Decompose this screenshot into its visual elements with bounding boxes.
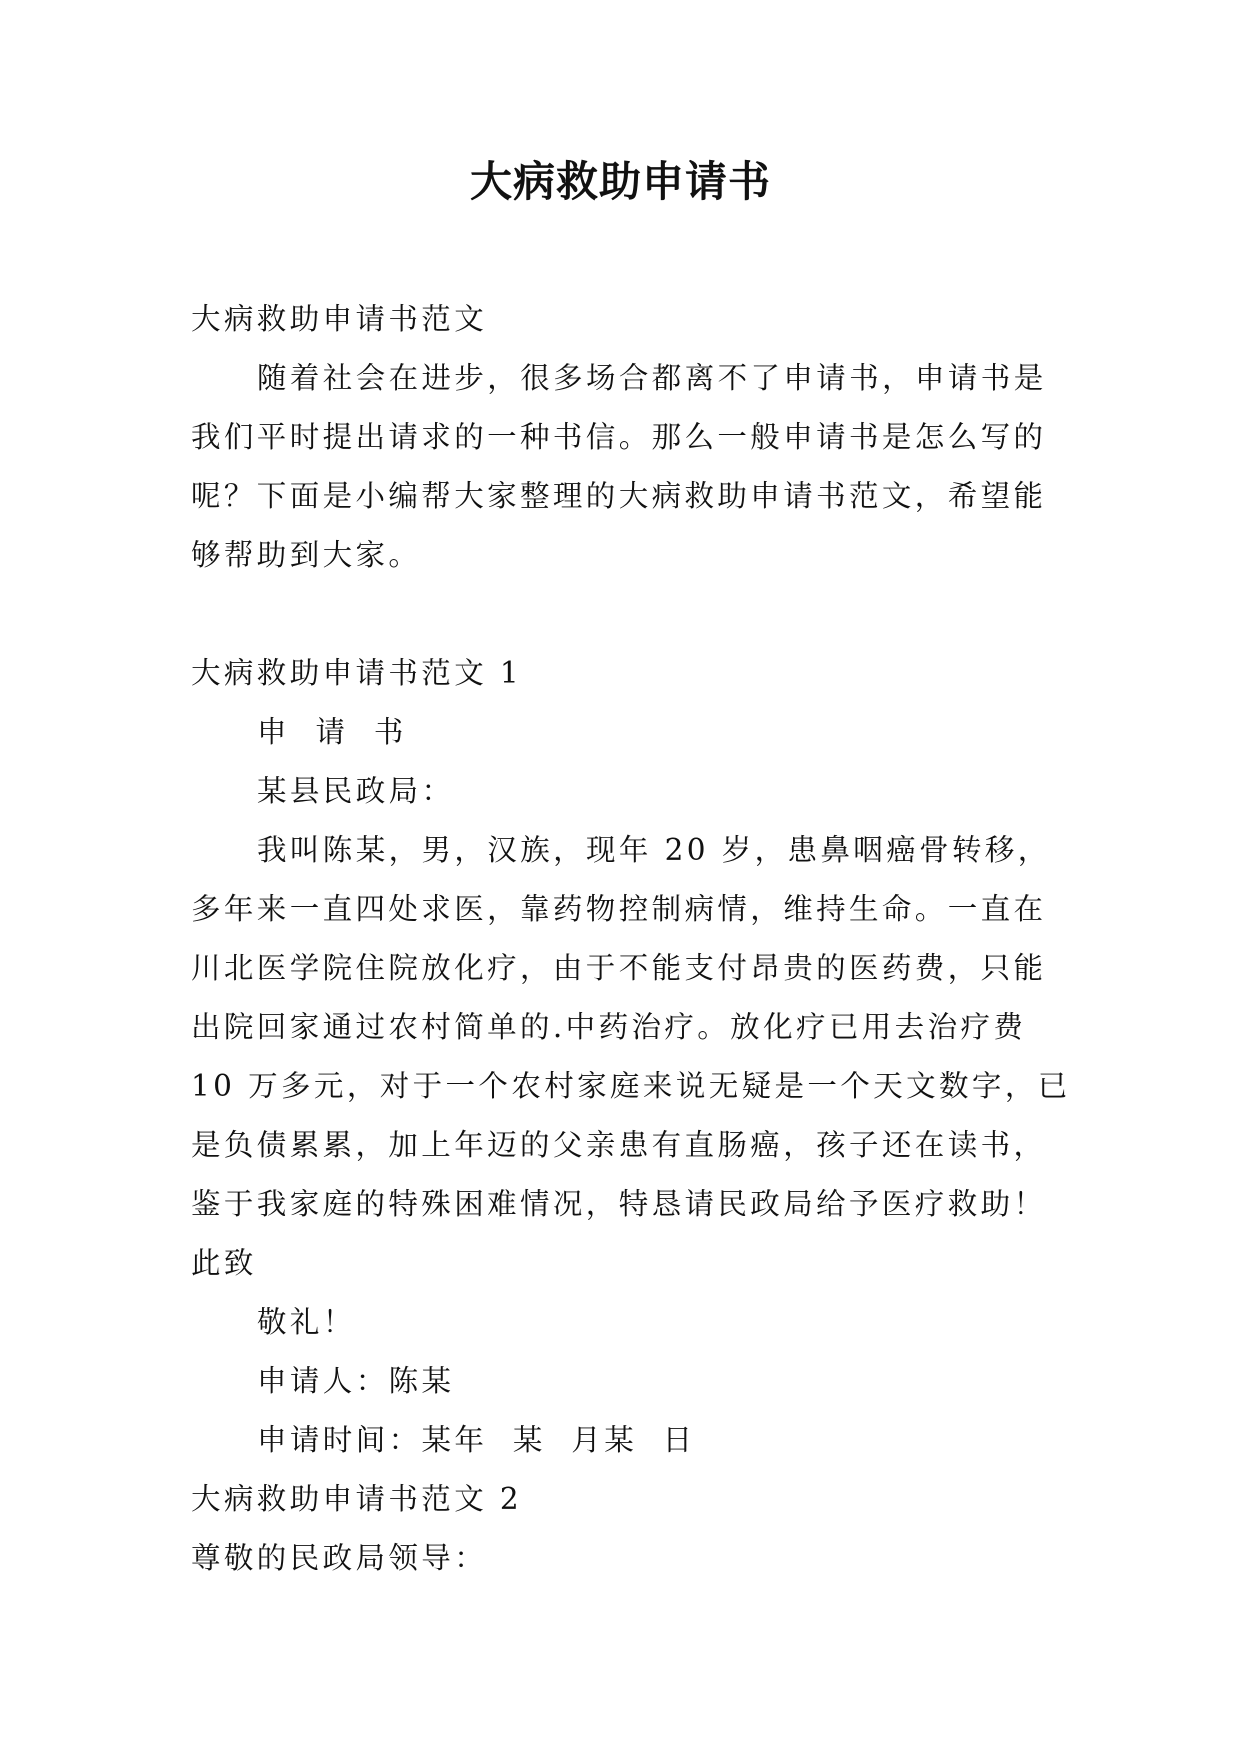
closing-line: 此致 [191, 1246, 257, 1280]
letter-body-line: 多年来一直四处求医，靠药物控制病情，维持生命。一直在 [191, 892, 1047, 926]
letter-body-line: 10 万多元，对于一个农村家庭来说无疑是一个天文数字，已 [191, 1069, 1071, 1103]
recipient: 某县民政局： [257, 774, 455, 808]
sample-heading: 大病救助申请书范文 1 [191, 656, 523, 690]
letter-body-line: 出院回家通过农村简单的.中药治疗。放化疗已用去治疗费 [191, 1010, 1027, 1044]
intro-line: 随着社会在进步，很多场合都离不了申请书，申请书是 [257, 361, 1047, 395]
intro-line: 呢？下面是小编帮大家整理的大病救助申请书范文，希望能 [191, 479, 1047, 513]
letter-title: 申 请 书 [257, 715, 407, 749]
sample-heading: 大病救助申请书范文 2 [191, 1482, 523, 1516]
document-body [191, 290, 1071, 1588]
letter-body-line: 我叫陈某，男，汉族，现年 20 岁，患鼻咽癌骨转移， [257, 833, 1051, 867]
letter-body-line: 是负债累累，加上年迈的父亲患有直肠癌，孩子还在读书， [191, 1128, 1047, 1162]
letter-body-line: 鉴于我家庭的特殊困难情况，特恳请民政局给予医疗救助！ [191, 1187, 1047, 1221]
application-date: 申请时间：某年 某 月某 日 [257, 1423, 696, 1457]
subtitle: 大病救助申请书范文 [191, 302, 488, 336]
letter-body-line: 川北医学院住院放化疗，由于不能支付昂贵的医药费，只能 [191, 951, 1047, 985]
intro-line: 够帮助到大家。 [191, 538, 422, 572]
intro-line: 我们平时提出请求的一种书信。那么一般申请书是怎么写的 [191, 420, 1047, 454]
blank-line [191, 585, 1051, 644]
salutation: 尊敬的民政局领导： [191, 1541, 488, 1575]
closing-line: 敬礼！ [257, 1305, 356, 1339]
applicant: 申请人：陈某 [257, 1364, 455, 1398]
document-title: 大病救助申请书 [469, 157, 771, 206]
